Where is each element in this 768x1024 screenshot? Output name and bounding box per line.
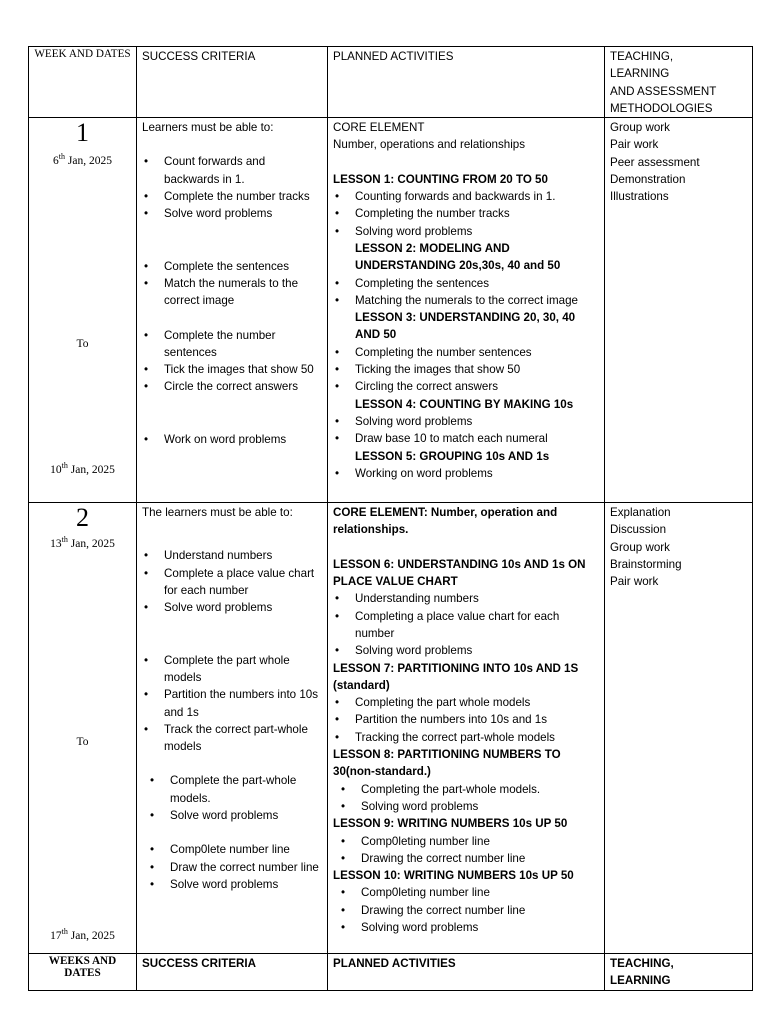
header-planned-activities: PLANNED ACTIVITIES [328,954,605,991]
lesson-title: LESSON 9: WRITING NUMBERS 10s UP 50 [333,817,568,831]
list-item: • Work on word problems [142,431,322,448]
week-2-dates [29,503,137,954]
method-item: Illustrations [610,190,669,204]
list-item: • Draw base 10 to match each numeral [333,430,599,447]
list-item: • Complete the sentences [142,258,322,275]
list-item: • Solve word problems [142,599,322,616]
list-item: • Complete the part whole models [142,652,322,687]
header-methodologies-line: TEACHING, [610,50,674,63]
start-date: 13th Jan, 2025 [50,535,115,551]
header-methodologies-line: LEARNING [610,974,671,988]
criteria-list [142,547,322,616]
method-item: Explanation [610,506,671,520]
lesson-title: LESSON 2: MODELING AND UNDERSTANDING 20s,30s, 40 and 50 [355,241,561,273]
end-date: 10th Jan, 2025 [50,461,115,477]
list-item: • Tracking the correct part-whole models [333,729,599,746]
list-item: • Matching the numerals to the correct image [333,292,599,309]
end-date: 17th Jan, 2025 [50,927,115,943]
method-item: Group work [610,540,670,554]
criteria-intro: The learners must be able to: [142,506,293,520]
method-item: Discussion [610,523,667,537]
list-item: • Comp0leting number line [333,884,599,901]
list-item: • Match the numerals to the correct image [142,275,322,310]
list-item: • Partition the numbers into 10s and 1s [333,711,599,728]
header-success-criteria: SUCCESS CRITERIA [137,954,328,991]
list-item: • Completing the number sentences [333,344,599,361]
list-item: • Working on word problems [333,465,599,482]
list-item: • Completing a place value chart for each number [333,608,599,643]
week-number: 2 [76,503,89,533]
week-2-row [29,503,753,954]
date-range-to: To [76,736,89,749]
list-item: • Partition the numbers into 10s and 1s [142,686,322,721]
week-2-planned-activities [328,503,605,954]
header-methodologies-line: TEACHING, [610,957,674,971]
week-2-success-criteria [137,503,328,954]
criteria-list [142,772,322,824]
method-item: Pair work [610,575,659,589]
list-item: • Solve word problems [142,876,322,893]
header-methodologies [605,47,753,118]
list-item: • Drawing the correct number line [333,902,599,919]
list-item: • Draw the correct number line [142,859,322,876]
header-methodologies-line: LEARNING [610,67,670,81]
list-item: • Circling the correct answers [333,378,599,395]
core-element-label: CORE ELEMENT [333,121,425,135]
scheme-of-work-table [28,46,753,991]
method-item: Peer assessment [610,155,700,169]
lesson-title: LESSON 5: GROUPING 10s AND 1s [355,449,550,463]
header-success-criteria: SUCCESS CRITERIA [137,47,328,118]
week-1-methodologies [605,118,753,503]
lesson-title: LESSON 4: COUNTING BY MAKING 10s [355,397,574,411]
list-item: • Track the correct part-whole models [142,721,322,756]
header-methodologies [605,954,753,991]
method-item: Pair work [610,138,659,152]
list-item: • Comp0leting number line [333,833,599,850]
method-item: Demonstration [610,173,686,187]
header-weeks-and-dates: WEEKS AND DATES [29,954,137,991]
list-item: • Counting forwards and backwards in 1. [333,188,599,205]
header-week-and-dates: WEEK AND DATES [29,47,137,118]
list-item: • Complete a place value chart for each number [142,565,322,600]
list-item: • Completing the sentences [333,275,599,292]
header-planned-activities: PLANNED ACTIVITIES [328,47,605,118]
criteria-list [142,327,322,396]
header-methodologies-line: AND ASSESSMENT [610,84,717,98]
list-item: • Completing the part whole models [333,694,599,711]
list-item: • Comp0lete number line [142,841,322,858]
lesson-title: LESSON 1: COUNTING FROM 20 TO 50 [333,172,548,186]
criteria-list [142,431,322,448]
criteria-list [142,652,322,756]
lesson-title: LESSON 10: WRITING NUMBERS 10s UP 50 [333,869,574,883]
list-item: • Circle the correct answers [142,378,322,395]
list-item: • Understanding numbers [333,590,599,607]
list-item: • Complete the number sentences [142,327,322,362]
list-item: • Solve word problems [142,807,322,824]
lesson-title: LESSON 3: UNDERSTANDING 20, 30, 40 AND 50 [355,311,576,342]
list-item: • Complete the part-whole models. [142,772,322,807]
list-item: • Solving word problems [333,798,599,815]
week-1-row [29,118,753,503]
week-1-success-criteria [137,118,328,503]
list-item: • Solving word problems [333,919,599,936]
core-element-text: Number, operations and relationships [333,138,526,152]
repeated-header-row [29,954,753,991]
lesson-title: LESSON 6: UNDERSTANDING 10s AND 1s ON PLACE VALUE CHART [333,557,586,589]
list-item: • Complete the number tracks [142,188,322,205]
start-date: 6th Jan, 2025 [53,152,112,168]
criteria-list [142,153,322,222]
list-item: • Completing the number tracks [333,205,599,222]
core-element: CORE ELEMENT: Number, operation and relationships. [333,506,558,537]
criteria-list [142,258,322,310]
list-item: • Tick the images that show 50 [142,361,322,378]
lesson-title: LESSON 8: PARTITIONING NUMBERS TO 30(non-standard.) [333,748,561,779]
list-item: • Solving word problems [333,223,599,240]
list-item: • Solve word problems [142,205,322,222]
week-1-dates [29,118,137,503]
list-item: • Count forwards and backwards in 1. [142,153,322,188]
list-item: • Understand numbers [142,547,322,564]
method-item: Group work [610,121,670,135]
week-2-methodologies [605,503,753,954]
header-methodologies-line: METHODOLOGIES [610,101,713,115]
list-item: • Solving word problems [333,413,599,430]
list-item: • Solving word problems [333,642,599,659]
week-number: 1 [76,118,89,148]
list-item: • Ticking the images that show 50 [333,361,599,378]
method-item: Brainstorming [610,558,682,572]
lesson-title: LESSON 7: PARTITIONING INTO 10s AND 1S (standard) [333,661,579,692]
criteria-intro: Learners must be able to: [142,121,274,135]
date-range-to: To [76,338,89,351]
list-item: • Completing the part-whole models. [333,781,599,798]
criteria-list [142,841,322,893]
list-item: • Drawing the correct number line [333,850,599,867]
header-row [29,47,753,118]
week-1-planned-activities [328,118,605,503]
